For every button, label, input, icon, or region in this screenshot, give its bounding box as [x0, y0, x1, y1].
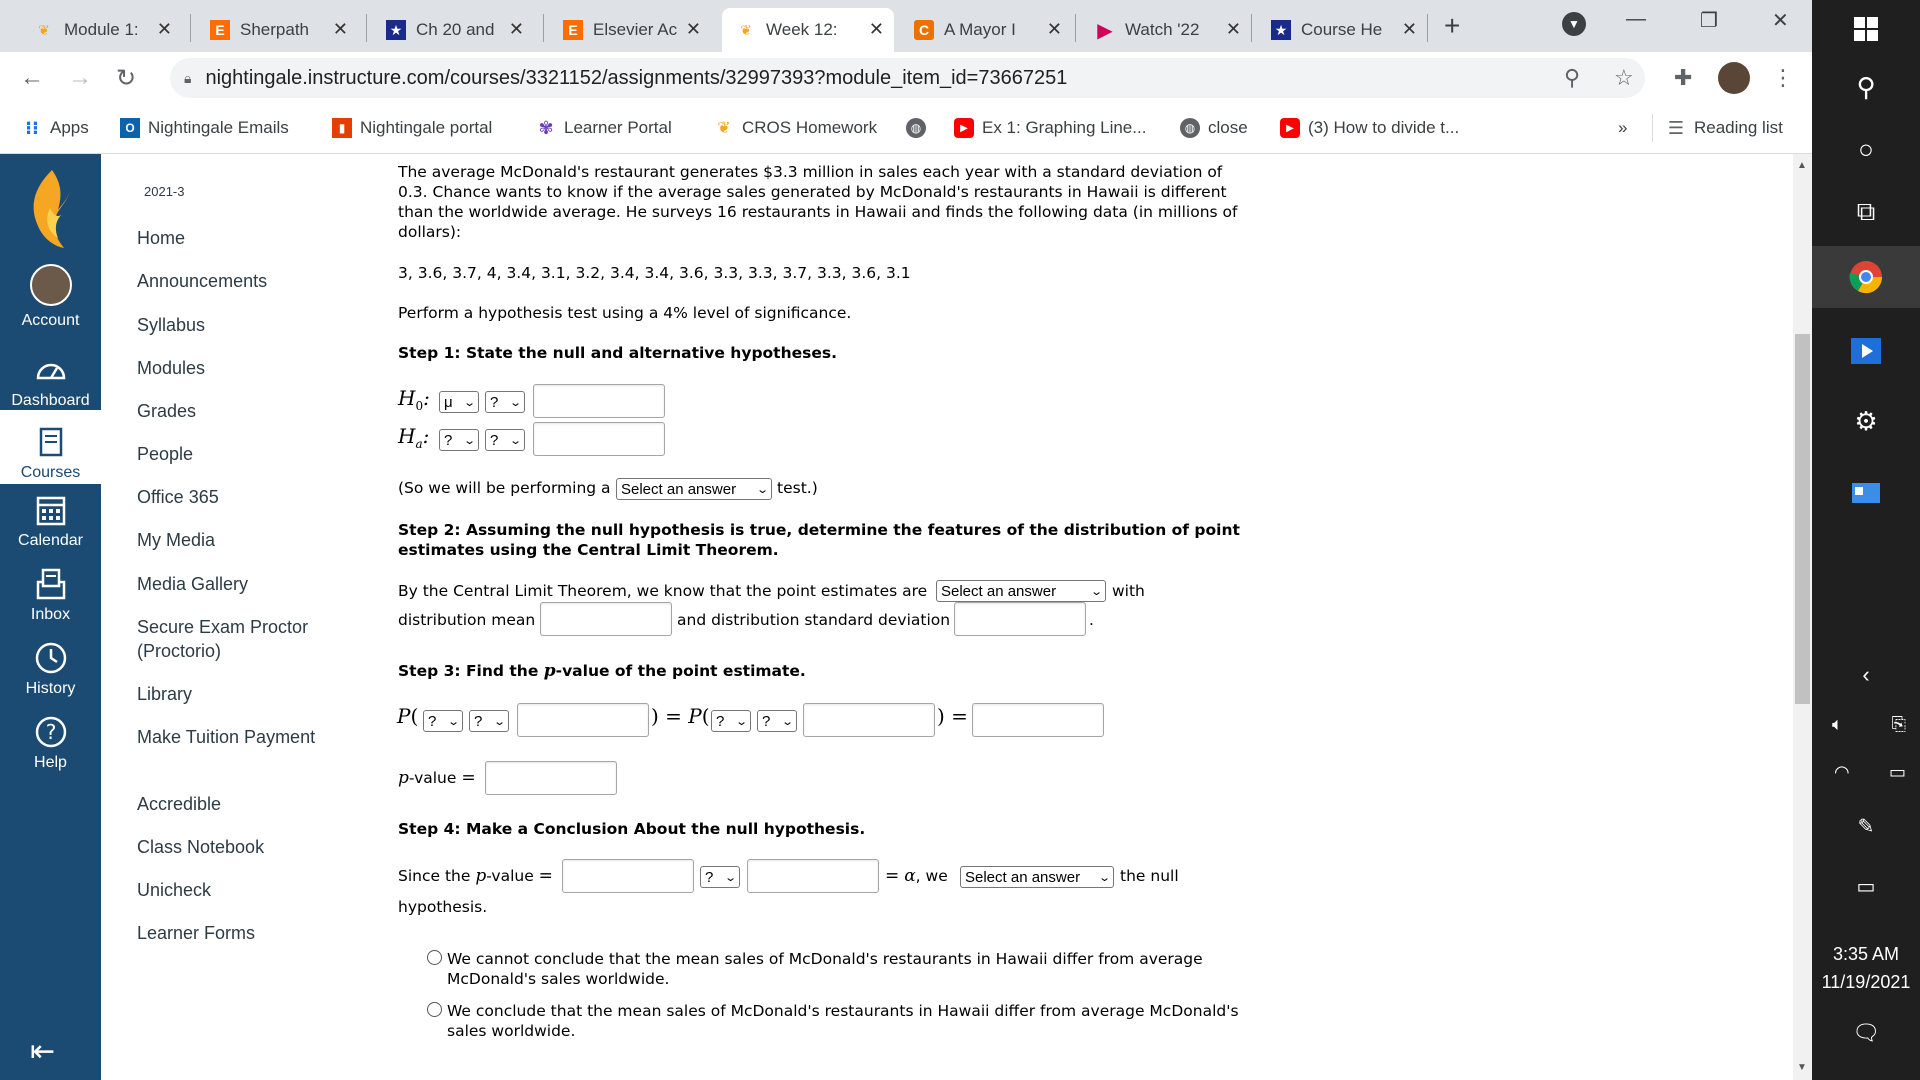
bookmark-how-to-divide[interactable]: ▶ (3) How to divide t... [1280, 118, 1459, 138]
star-badge-icon: ★ [386, 20, 406, 40]
notifications-icon[interactable]: 🗨︎ [1852, 1020, 1880, 1045]
global-nav-account[interactable]: Account [0, 264, 101, 330]
p2-value-input[interactable] [803, 703, 935, 737]
cortana-icon[interactable]: ○ [1858, 134, 1874, 164]
calendar-icon [33, 492, 69, 528]
test-type-text: test.) [777, 479, 818, 497]
reject-decision-select[interactable]: Select an answer ⌄ [960, 866, 1114, 888]
course-navigation [101, 154, 383, 1080]
p2-operator-select[interactable]: ? ⌄ [757, 710, 797, 732]
test-type-text: (So we will be performing a [398, 479, 611, 497]
course-nav-class-notebook[interactable]: Class Notebook [137, 837, 265, 857]
global-nav-history[interactable]: History [0, 640, 101, 698]
browser-toolbar [0, 52, 1812, 104]
back-arrow-icon[interactable]: ← [20, 64, 44, 91]
settings-gear-icon[interactable]: ⚙ [1854, 406, 1878, 436]
p1-operator-select[interactable]: ? ⌄ [469, 710, 509, 732]
comparison-select[interactable]: ? ⌄ [700, 866, 740, 888]
conclusion-option-1-label[interactable]: We cannot conclude that the mean sales of McDonald's restaurants in Hawaii differ from average [447, 950, 1203, 968]
conclusion-option-2-label[interactable]: We conclude that the mean sales of McDonald's restaurants in Hawaii differ from average McDonald's [447, 1002, 1239, 1020]
help-icon [33, 714, 69, 750]
browser-tab-strip [0, 0, 1812, 52]
step3-heading: Step 3: Find the p-value of the point estimate. [398, 661, 806, 681]
close-icon[interactable]: ✕ [868, 19, 884, 39]
star-badge-icon: ★ [1271, 20, 1291, 40]
course-nav-people[interactable]: People [137, 444, 194, 464]
conclusion-text: hypothesis. [398, 898, 488, 916]
wifi-icon[interactable]: ◠ [1834, 762, 1850, 782]
course-nav-unicheck[interactable]: Unicheck [137, 880, 212, 900]
svg-text:?: ? [45, 720, 56, 744]
battery-icon[interactable]: ▭ [1888, 762, 1906, 782]
p1-variable-select[interactable]: ? ⌄ [423, 710, 463, 732]
close-icon[interactable]: ✕ [1401, 19, 1417, 39]
taskbar-clock-time[interactable]: 3:35 AM [1832, 944, 1900, 964]
question-text: than the worldwide average. He surveys 16 restaurants in Hawaii and finds the following data (in millions of [398, 203, 1238, 221]
globe-icon: ◍ [1180, 118, 1200, 138]
close-icon[interactable]: ✕ [508, 19, 524, 39]
collapse-nav-icon[interactable]: ⇤ [30, 1035, 56, 1068]
course-nav-home[interactable]: Home [137, 228, 186, 248]
extensions-puzzle-icon[interactable]: ✚ [1674, 65, 1693, 90]
task-view-icon[interactable]: ⧉ [1856, 196, 1876, 226]
bookmark-graphing-lines[interactable]: ▶ Ex 1: Graphing Line... [954, 118, 1146, 138]
course-nav-grades[interactable]: Grades [137, 401, 197, 421]
bookmark-cros-homework[interactable]: ❦ CROS Homework [714, 118, 877, 138]
canvas-flame-icon: ❦ [740, 21, 752, 38]
bookmark-globe[interactable] [906, 118, 934, 138]
canvas-flame-icon: ❦ [717, 120, 731, 137]
conclusion-option-1-radio[interactable] [427, 950, 442, 965]
ha-label: $H_a$: [398, 424, 430, 451]
ha-parameter-select[interactable]: ? ⌄ [439, 429, 479, 451]
menu-kebab-icon[interactable]: ⋮ [1772, 65, 1794, 90]
search-icon[interactable]: ⚲ [1856, 72, 1876, 102]
significance-text: Perform a hypothesis test using a 4% level of significance. [398, 304, 852, 322]
alpha-text: = α, we [885, 866, 948, 886]
clt-text: with [1112, 582, 1145, 600]
canvas-flame-icon: ❦ [38, 21, 50, 38]
close-icon[interactable]: ✕ [1225, 19, 1241, 39]
pen-icon[interactable]: ✎ [1857, 816, 1875, 838]
step2-heading: Step 2: Assuming the null hypothesis is true, determine the features of the distribution of point [398, 521, 1240, 539]
alpha-input[interactable] [747, 859, 879, 893]
course-nav-media-gallery[interactable]: Media Gallery [137, 574, 249, 594]
close-icon[interactable]: ✕ [1046, 19, 1062, 39]
office-icon: ▮ [332, 118, 352, 138]
global-navigation [0, 154, 101, 1080]
question-text: 0.3. Chance wants to know if the average sales generated by McDonald's restaurants in Hawaii is different [398, 183, 1227, 201]
course-nav-proctorio[interactable]: Secure Exam Proctor (Proctorio) [137, 617, 309, 661]
lock-icon: 🔒︎ [184, 69, 192, 86]
probability-equals: ) = P( [651, 704, 710, 728]
bookmarks-bar [0, 104, 1812, 154]
media-player-icon[interactable] [1812, 334, 1920, 375]
probability-equals: ) = [937, 704, 968, 728]
youtube-icon: ▶ [954, 118, 974, 138]
dashboard-icon [33, 352, 69, 388]
scroll-down-icon[interactable]: ▼ [1797, 1062, 1807, 1073]
outlook-icon: O [120, 118, 140, 138]
new-tab-button[interactable]: + [1444, 10, 1461, 41]
distribution-sd-input[interactable] [954, 602, 1086, 636]
bookmark-learner-portal[interactable]: ✾ Learner Portal [536, 118, 672, 138]
step2-heading: estimates using the Central Limit Theorem. [398, 541, 779, 559]
tab-ch20[interactable]: ★ Ch 20 and ✕ [372, 8, 534, 52]
keyboard-icon[interactable]: ▭ [1856, 876, 1876, 898]
ha-operator-select[interactable]: ? ⌄ [485, 429, 525, 451]
camera-icon[interactable]: ⎘ [1891, 714, 1906, 734]
inbox-icon [33, 566, 69, 602]
bookmark-nightingale-portal[interactable]: ▮ Nightingale portal [332, 118, 492, 138]
play-icon: ▶ [1097, 19, 1113, 42]
course-nav-syllabus[interactable]: Syllabus [137, 315, 206, 335]
elsevier-icon: E [210, 20, 230, 40]
h0-parameter-select[interactable]: μ ⌄ [439, 391, 479, 413]
dist-mean-label: distribution mean [398, 611, 536, 629]
distribution-mean-input[interactable] [540, 602, 672, 636]
conclusion-p-value-input[interactable] [562, 859, 694, 893]
bookmark-star-icon[interactable]: ☆ [1614, 65, 1634, 90]
course-nav-accredible[interactable]: Accredible [137, 794, 222, 814]
course-nav-tuition[interactable]: Make Tuition Payment [137, 727, 316, 747]
since-text: Since the p-value = [398, 866, 553, 886]
assignment-content: The average McDonald's restaurant generates $3.3 million in sales each year with a standard deviation of 0.3. Chance wants to know if the average sales generated by McDonald's restaurants in Hawaii is different than the worldwide average. He surveys 16 restaurants in Hawaii and finds the following data (in millions of dollars): 3, 3.6, 3.7, 4, 3.4, 3.1, 3.2, 3.4, 3.4, 3.6, 3.3, 3.3, 3.7, 3.3, 3.6, 3.1 Perform a hypothesis test using a 4% level of significance. Step 1: State the null and alternative hypotheses. $H_0$: μ ⌄ ? ⌄ $H_a$: ? ⌄ ? ⌄ (So we will be performing a Select an answer ⌄ test.) Step 2: Assuming the null hypothesis is true, determine the features of the distribution of point estimates using the Central Limit Theorem. By the Central Limit Theorem, we know that the point estimates are Select an answer ⌄ with distribution mean and distribution standard deviation . Step 3: Find the p-value of the point estimate. P( ? ⌄ ? ⌄ ) = P( ? ⌄ ? ⌄ ) = p-value = Step 4: Make a Conclusion About the null hypothesis. Since the p-value = ? ⌄ = α, we Select an answer ⌄ the null hypothesis. We cannot conclude that the mean sales of McDonald's restaurants in Hawaii differ from average McDonald's sales worldwide. We conclude that the mean sales of McDonald's restaurants in Hawaii differ from average McDonald's sales worldwide. [397, 163, 1240, 1040]
course-nav-my-media[interactable]: My Media [137, 530, 216, 550]
close-icon[interactable]: ✕ [685, 19, 701, 39]
h0-operator-select[interactable]: ? ⌄ [485, 391, 525, 413]
global-nav-inbox[interactable]: Inbox [0, 566, 101, 624]
apps-grid-icon: ⁝⁝ [25, 117, 39, 138]
conclusion-text: the null [1120, 867, 1179, 885]
more-bookmarks-chevron-icon[interactable]: » [1618, 118, 1628, 137]
course-nav-learner-forms[interactable]: Learner Forms [137, 923, 256, 943]
windows-start-icon[interactable] [1812, 16, 1920, 49]
h0-value-input[interactable] [533, 384, 665, 418]
close-window-icon[interactable]: ✕ [1772, 10, 1789, 32]
youtube-icon: ▶ [1280, 118, 1300, 138]
windows-taskbar [1812, 0, 1920, 1080]
volume-icon[interactable]: 🔈︎ [1832, 714, 1843, 734]
scroll-up-icon[interactable]: ▲ [1797, 160, 1807, 171]
step4-heading: Step 4: Make a Conclusion About the null hypothesis. [398, 820, 866, 838]
reading-list-icon: ☰ [1667, 117, 1685, 138]
course-nav-library[interactable]: Library [137, 684, 193, 704]
question-text: dollars): [398, 223, 462, 241]
globe-icon: ◍ [906, 118, 926, 138]
sample-data: 3, 3.6, 3.7, 4, 3.4, 3.1, 3.2, 3.4, 3.4, 3.6, 3.3, 3.3, 3.7, 3.3, 3.6, 3.1 [398, 264, 911, 282]
tab-watch[interactable]: ▶ Watch '22 ✕ [1081, 8, 1251, 52]
h0-label: $H_0$: [398, 386, 430, 413]
avatar-icon [30, 264, 72, 306]
zoom-icon[interactable]: ⚲ [1564, 65, 1581, 90]
learner-portal-icon: ✾ [538, 117, 554, 138]
tab-module[interactable]: ❦ Module 1: ✕ [20, 8, 182, 52]
bookmark-apps[interactable]: ⁝⁝ Apps [22, 118, 89, 138]
bookmark-close[interactable]: ◍ close [1180, 118, 1248, 138]
question-text: The average McDonald's restaurant generates $3.3 million in sales each year with a standard deviation of [398, 163, 1223, 181]
p-value-label: p-value = [398, 768, 476, 788]
global-nav-dashboard[interactable]: Dashboard [0, 352, 101, 410]
elsevier-icon: E [563, 20, 583, 40]
course-nav-office365[interactable]: Office 365 [137, 487, 219, 507]
profile-avatar[interactable] [1718, 62, 1750, 94]
chevron-left-icon[interactable]: ‹ [1862, 662, 1870, 687]
test-type-select[interactable]: Select an answer ⌄ [616, 478, 772, 500]
dist-sd-label: and distribution standard deviation [677, 611, 951, 629]
global-nav-courses[interactable]: Courses [0, 410, 101, 484]
app-card-icon[interactable] [1812, 480, 1920, 511]
chrome-taskbar-icon[interactable] [1812, 246, 1920, 308]
restore-icon[interactable]: ❐ [1700, 10, 1718, 32]
page-scrollbar[interactable] [1793, 154, 1812, 1080]
clock-icon [33, 640, 69, 676]
bookmark-nightingale-emails[interactable]: O Nightingale Emails [120, 118, 289, 138]
ha-value-input[interactable] [533, 422, 665, 456]
reading-list-button[interactable]: ☰ Reading list [1667, 117, 1783, 138]
tab-elsevier[interactable]: E Elsevier Ac ✕ [549, 8, 711, 52]
url-text: nightingale.instructure.com/courses/3321152/assignments/32997393?module_item_id=73667251 [205, 66, 1068, 89]
tab-sherpath[interactable]: E Sherpath ✕ [196, 8, 358, 52]
conclusion-option-2-label[interactable]: sales worldwide. [447, 1022, 576, 1040]
courses-icon [33, 424, 69, 460]
clt-text: By the Central Limit Theorem, we know that the point estimates are [398, 582, 928, 600]
p1-value-input[interactable] [517, 703, 649, 737]
course-nav-modules[interactable]: Modules [137, 358, 206, 378]
p2-variable-select[interactable]: ? ⌄ [711, 710, 751, 732]
tab-search-icon[interactable]: ▼ [1562, 12, 1586, 36]
conclusion-option-1-label[interactable]: McDonald's sales worldwide. [447, 970, 670, 988]
scrollbar-thumb[interactable] [1795, 334, 1810, 704]
course-term: 2021-3 [144, 184, 185, 199]
school-flame-logo-icon[interactable] [22, 168, 80, 250]
probability-result-input[interactable] [972, 703, 1104, 737]
global-nav-help[interactable]: ? Help [0, 714, 101, 772]
close-icon[interactable]: ✕ [156, 19, 172, 39]
conclusion-option-2-radio[interactable] [427, 1002, 442, 1017]
forward-arrow-icon[interactable]: → [68, 64, 92, 91]
chegg-icon: C [914, 20, 934, 40]
p-value-input[interactable] [485, 761, 617, 795]
minimize-icon[interactable]: — [1626, 8, 1646, 30]
close-icon[interactable]: ✕ [332, 19, 348, 39]
distribution-select[interactable]: Select an answer ⌄ [936, 580, 1106, 602]
address-bar[interactable] [170, 58, 1645, 98]
tab-week12[interactable]: ❦ Week 12: ✕ [722, 8, 894, 52]
global-nav-calendar[interactable]: Calendar [0, 492, 101, 550]
tab-mayor[interactable]: C A Mayor I ✕ [900, 8, 1072, 52]
tab-course-hero[interactable]: ★ Course He ✕ [1257, 8, 1427, 52]
probability-p-label: P( [397, 704, 419, 728]
course-nav-announcements[interactable]: Announcements [137, 271, 268, 291]
reload-icon[interactable]: ↻ [116, 65, 137, 92]
step1-heading: Step 1: State the null and alternative hypotheses. [398, 344, 837, 362]
taskbar-clock-date[interactable]: 11/19/2021 [1821, 972, 1911, 992]
